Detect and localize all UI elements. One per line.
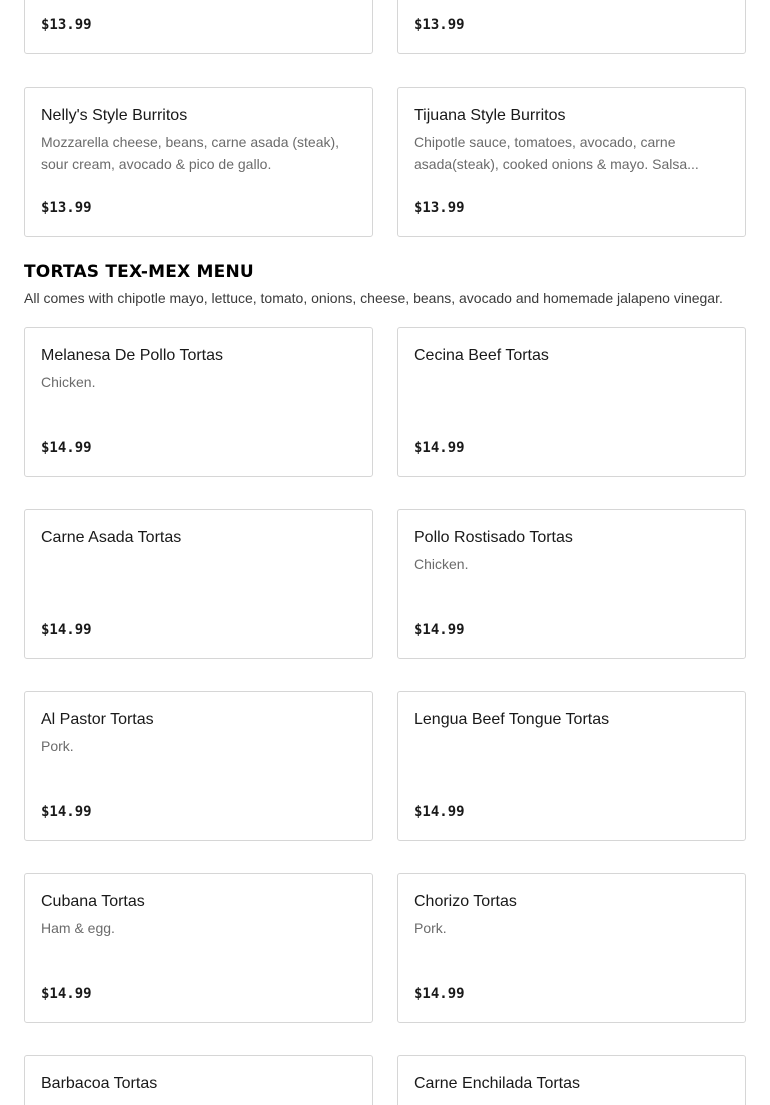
menu-item-card[interactable]	[397, 873, 746, 1023]
item-name: Lengua Beef Tongue Tortas	[414, 711, 610, 728]
item-description: Pork.	[41, 738, 74, 754]
section-title: TORTAS TEX-MEX MENU	[24, 262, 254, 282]
item-price: $13.99	[41, 17, 92, 33]
item-name: Nelly's Style Burritos	[41, 107, 188, 124]
menu-item-card[interactable]	[397, 327, 746, 477]
section-subtitle: All comes with chipotle mayo, lettuce, tomato, onions, cheese, beans, avocado and homemade jalapeno vinegar.	[24, 290, 723, 306]
item-price: $14.99	[414, 986, 465, 1002]
item-price: $14.99	[41, 622, 92, 638]
item-price: $13.99	[414, 200, 465, 216]
item-name: Melanesa De Pollo Tortas	[41, 347, 224, 364]
menu-item-card[interactable]	[397, 1055, 746, 1105]
menu-item-card[interactable]	[397, 509, 746, 659]
menu-item-card[interactable]	[24, 1055, 373, 1105]
item-description: Pork.	[414, 920, 447, 936]
item-price: $13.99	[414, 17, 465, 33]
item-price: $14.99	[414, 440, 465, 456]
menu-item-card[interactable]	[397, 87, 746, 237]
menu-item-card[interactable]	[24, 509, 373, 659]
item-description: Mozzarella cheese, beans, carne asada (steak), sour cream, avocado & pico de gallo.	[41, 134, 340, 172]
item-description: Chicken.	[414, 556, 469, 572]
menu-item-card[interactable]	[24, 691, 373, 841]
item-price: $14.99	[41, 986, 92, 1002]
item-description: Chipotle sauce, tomatoes, avocado, carne asada(steak), cooked onions & mayo. Salsa...	[414, 134, 699, 172]
item-name: Chorizo Tortas	[414, 893, 517, 910]
menu-item-card[interactable]	[24, 327, 373, 477]
item-name: Carne Enchilada Tortas	[414, 1075, 581, 1092]
item-price: $14.99	[414, 622, 465, 638]
item-description: Ham & egg.	[41, 920, 115, 936]
item-price: $13.99	[41, 200, 92, 216]
item-name: Barbacoa Tortas	[41, 1075, 158, 1092]
item-name: Al Pastor Tortas	[41, 711, 154, 728]
item-name: Cubana Tortas	[41, 893, 145, 910]
item-price: $14.99	[414, 804, 465, 820]
item-name: Pollo Rostisado Tortas	[414, 529, 573, 546]
menu-item-card[interactable]	[24, 0, 373, 54]
menu-item-card[interactable]	[24, 87, 373, 237]
menu-item-card[interactable]	[397, 691, 746, 841]
menu-item-card[interactable]	[24, 873, 373, 1023]
menu-item-card[interactable]	[397, 0, 746, 54]
item-name: Carne Asada Tortas	[41, 529, 182, 546]
item-description: Chicken.	[41, 374, 96, 390]
item-price: $14.99	[41, 804, 92, 820]
item-price: $14.99	[41, 440, 92, 456]
item-name: Cecina Beef Tortas	[414, 347, 549, 364]
item-name: Tijuana Style Burritos	[414, 107, 566, 124]
